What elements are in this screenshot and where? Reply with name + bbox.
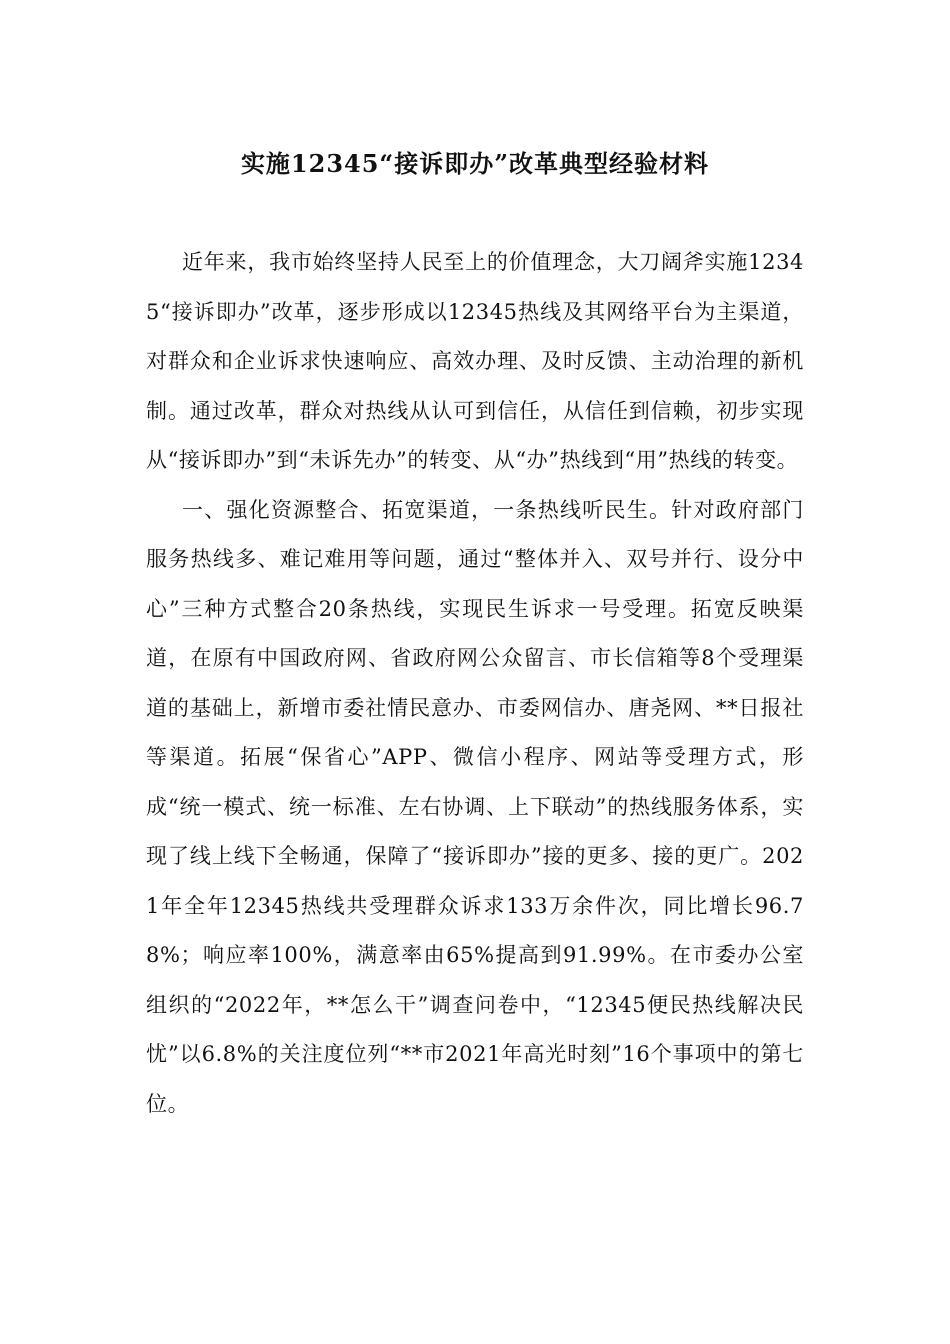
paragraph-intro: 近年来，我市始终坚持人民至上的价值理念，大刀阔斧实施12345“接诉即办”改革，逐步形成以12345热线及其网络平台为主渠道，对群众和企业诉求快速响应、高效办理、及时反馈、主动治理的新机制。通过改革，群众对热线从认可到信任，从信任到信赖，初步实现从“接诉即办”到“未诉先办”的转变、从“办”热线到“用”热线的转变。 xyxy=(146,250,804,472)
paragraph-section-one: 一、强化资源整合、拓宽渠道，一条热线听民生。针对政府部门服务热线多、难记难用等问题，通过“整体并入、双号并行、设分中心”三种方式整合20条热线，实现民生诉求一号受理。拓宽反映渠道，在原有中国政府网、省政府网公众留言、市长信箱等8个受理渠道的基础上，新增市委社情民意办、市委网信办、唐尧网、**日报社等渠道。拓展“保省心”APP、微信小程序、网站等受理方式，形成“统一模式、统一标准、左右协调、上下联动”的热线服务体系，实现了线上线下全畅通，保障了“接诉即办”接的更多、接的更广。2021年全年12345热线共受理群众诉求133万余件次，同比增长96.78%；响应率100%，满意率由65%提高到91.99%。在市委办公室组织的“2022年，**怎么干”调查问卷中，“12345便民热线解决民忧”以6.8%的关注度位列“**市2021年高光时刻”16个事项中的第七位。 xyxy=(146,497,804,1116)
document-title: 实施12345“接诉即办”改革典型经验材料 xyxy=(240,149,710,178)
document-body xyxy=(146,238,804,1129)
